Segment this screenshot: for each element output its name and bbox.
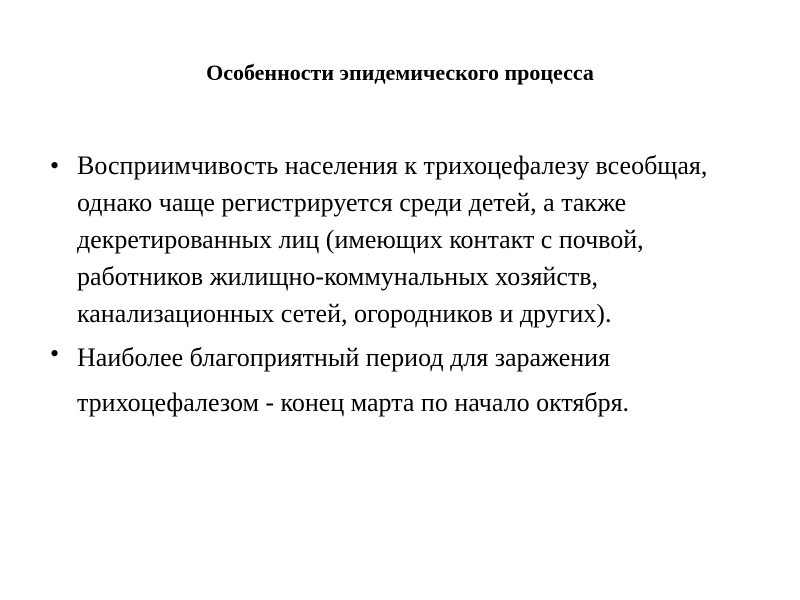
bullet-text: Восприимчивость населения к трихоцефалезу всеобщая, однако чаще регистрируется среди детей, а также декретированных лиц (имеющих контакт с почвой, работников жилищно-коммунальных хозяйств, канализационных сетей, огородников и других). xyxy=(77,151,708,328)
bullet-dot-icon: • xyxy=(50,151,60,180)
bullet-dot-icon: • xyxy=(50,339,60,368)
bullet-item-infection-period xyxy=(40,335,740,425)
bullet-item-susceptibility xyxy=(40,147,740,332)
slide-title: Особенности эпидемического процесса xyxy=(206,60,594,85)
bullet-text: Наиболее благоприятный период для заражения трихоцефалезом - конец марта по начало октября. xyxy=(77,343,630,417)
bullet-list xyxy=(40,147,740,425)
